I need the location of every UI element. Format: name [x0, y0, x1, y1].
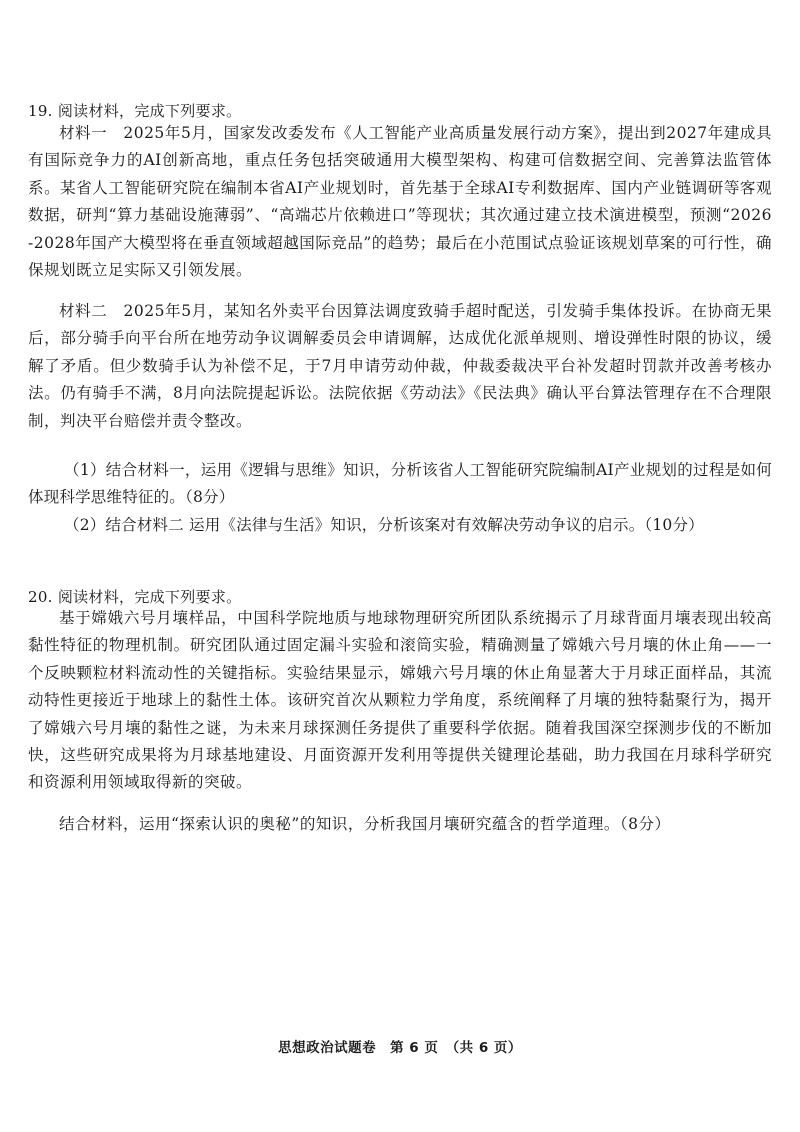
question-20-material: 基于嫦娥六号月壤样品，中国科学院地质与地球物理研究所团队系统揭示了月球背面月壤表现出较高黏性特征的物理机制。研究团队通过固定漏斗实验和滚筒实验，精确测量了嫦娥六号月壤的休止角——一个反映颗粒材料流动性的关键指标。实验结果显示，嫦娥六号月壤的休止角显著大于月球正面样品，其流动特性更接近于地球上的黏性土体。该研究首次从颗粒力学角度，系统阐释了月壤的独特黏聚行为，揭开了嫦娥六号月壤的黏性之谜，为未来月球探测任务提供了重要科学依据。随着我国深空探测步伐的不断加快，这些研究成果将为月球基地建设、月面资源开发利用等提供关键理论基础，助力我国在月球科学研究和资源利用领域取得新的突破。 [28, 609, 772, 792]
question-20-title: 20. 阅读材料，完成下列要求。 [28, 588, 242, 606]
question-19-task-2: （2）结合材料二 运用《法律与生活》知识，分析该案对有效解决劳动争议的启示。（10分） [64, 516, 704, 534]
question-19-material-2: 材料二 2025年5月，某知名外卖平台因算法调度致骑手超时配送，引发骑手集体投诉。在协商无果后，部分骑手向平台所在地劳动争议调解委员会申请调解，达成优化派单规则、增设弹性时限的协议，缓解了矛盾。但少数骑手认为补偿不足，于7月申请劳动仲裁，仲裁委裁决平台补发超时罚款并改善考核办法。仍有骑手不满，8月向法院提起诉讼。法院依据《劳动法》《民法典》确认平台算法管理存在不合理限制，判决平台赔偿并责令整改。 [28, 302, 772, 430]
question-19-material-1: 材料一 2025年5月，国家发改委发布《人工智能产业高质量发展行动方案》，提出到2027年建成具有国际竞争力的AI创新高地，重点任务包括突破通用大模型架构、构建可信数据空间、完善算法监管体系。某省人工智能研究院在编制本省AI产业规划时，首先基于全球AI专利数据库、国内产业链调研等客观数据，研判“算力基础设施薄弱”、“高端芯片依赖进口”等现状；其次通过建立技术演进模型，预测“2026-2028年国产大模型将在垂直领域超越国际竞品”的趋势；最后在小范围试点验证该规划草案的可行性，确保规划既立足实际又引领发展。 [28, 124, 772, 280]
question-20-task: 结合材料，运用“探索认识的奥秘”的知识，分析我国月壤研究蕴含的哲学道理。（8分） [59, 815, 671, 833]
question-19-task-1: （1）结合材料一，运用《逻辑与思维》知识，分析该省人工智能研究院编制AI产业规划的过程是如何体现科学思维特征的。（8分） [28, 461, 772, 507]
question-19-title: 19. 阅读材料，完成下列要求。 [28, 102, 242, 120]
page-footer: 思想政治试题卷 第 6 页 （共 6 页） [278, 1040, 522, 1056]
